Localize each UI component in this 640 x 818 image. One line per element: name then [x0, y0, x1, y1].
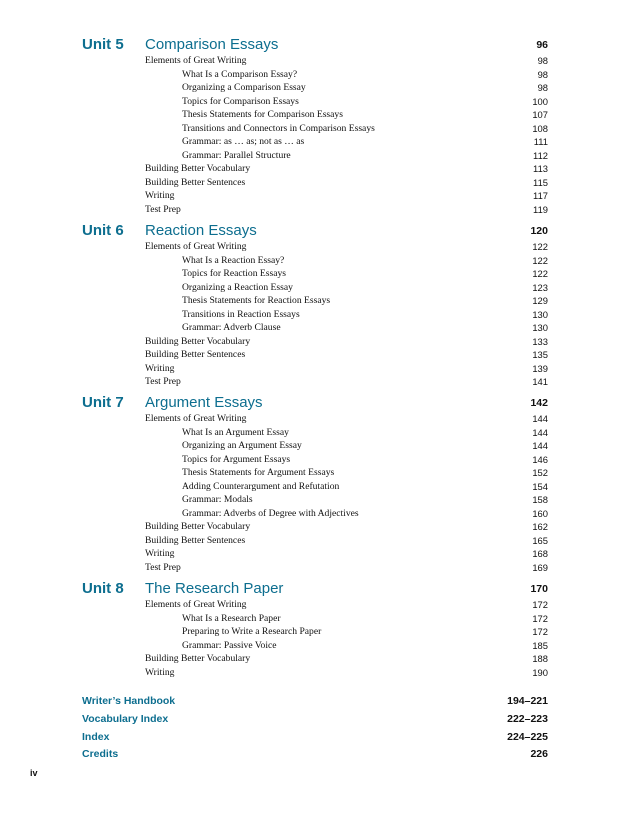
toc-entry-page: 107 — [532, 109, 548, 121]
toc-entry — [82, 321, 548, 335]
toc-entry — [82, 625, 548, 639]
toc-entry-page: 162 — [532, 521, 548, 533]
back-matter-page: 222–223 — [507, 712, 548, 725]
toc-entry-page: 122 — [532, 241, 548, 252]
toc-entry-label: Grammar: Parallel Structure — [182, 149, 291, 161]
toc-entry — [82, 534, 548, 548]
unit-number: Unit 5 — [82, 36, 124, 53]
toc-entry — [82, 162, 548, 176]
toc-entry-label: Elements of Great Writing — [145, 55, 247, 66]
toc-entry — [82, 68, 548, 82]
toc-entry — [82, 81, 548, 95]
toc-entry-label: Thesis Statements for Reaction Essays — [182, 295, 331, 307]
toc-entry — [82, 480, 548, 494]
unit-heading — [82, 222, 548, 240]
back-matter-label: Credits — [82, 748, 119, 761]
toc-entry-page: 115 — [533, 176, 548, 188]
entry-list — [82, 54, 548, 217]
toc-entry-page: 165 — [532, 534, 548, 546]
back-matter-page: 226 — [530, 748, 548, 761]
toc-entry-label: Test Prep — [145, 204, 181, 216]
toc-entry-label: Building Better Vocabulary — [145, 335, 251, 347]
toc-entry-page: 158 — [532, 494, 548, 506]
toc-entry-label: Elements of Great Writing — [145, 599, 247, 610]
toc-entry — [82, 520, 548, 534]
unit-heading — [82, 394, 548, 412]
entry-list — [82, 412, 548, 575]
toc-entry-label: Transitions and Connectors in Comparison Essays — [182, 122, 375, 134]
toc-entry-page: 117 — [533, 190, 548, 202]
toc-entry — [82, 281, 548, 295]
toc-entry — [82, 267, 548, 281]
toc-entry-label: Thesis Statements for Argument Essays — [182, 467, 335, 479]
toc-entry — [82, 149, 548, 163]
toc-entry — [82, 189, 548, 203]
toc-entry-label: Building Better Vocabulary — [145, 163, 251, 175]
toc-entry — [82, 507, 548, 521]
back-matter-item — [82, 693, 548, 711]
unit-number: Unit 7 — [82, 394, 124, 411]
toc-entry-label: What Is an Argument Essay — [182, 426, 289, 438]
toc-entry — [82, 561, 548, 575]
toc-entry-label: Building Better Sentences — [145, 534, 246, 546]
toc-entry-label: Building Better Sentences — [145, 176, 246, 188]
toc-entry-page: 172 — [532, 599, 548, 610]
toc-entry — [82, 439, 548, 453]
toc-entry-label: Preparing to Write a Research Paper — [182, 626, 322, 638]
toc-entry — [82, 108, 548, 122]
toc-entry-page: 108 — [532, 122, 548, 134]
unit-heading — [82, 580, 548, 598]
toc-entry — [82, 612, 548, 626]
toc-entry-label: Grammar: as … as; not as … as — [182, 136, 305, 148]
toc-entry-label: What Is a Comparison Essay? — [182, 68, 298, 80]
back-matter-page: 194–221 — [507, 695, 548, 707]
toc-entry-page: 172 — [532, 612, 548, 624]
toc-entry-page: 129 — [532, 295, 548, 307]
toc-entry — [82, 122, 548, 136]
unit-number: Unit 6 — [82, 222, 124, 239]
back-matter-page: 224–225 — [507, 730, 548, 743]
toc-entry-page: 144 — [532, 413, 548, 424]
unit-title: Reaction Essays — [145, 222, 257, 239]
toc-entry-page: 144 — [532, 440, 548, 452]
back-matter-list — [82, 693, 548, 764]
unit-section — [82, 580, 548, 679]
toc-entry-page: 98 — [537, 82, 548, 94]
toc-entry-label: Test Prep — [145, 562, 181, 574]
toc-entry-page: 146 — [532, 453, 548, 465]
toc-entry — [82, 348, 548, 362]
unit-page-number: 142 — [530, 397, 548, 409]
back-matter-item — [82, 711, 548, 729]
toc-entry-page: 119 — [533, 204, 548, 216]
toc-entry-label: Adding Counterargument and Refutation — [182, 480, 340, 492]
toc-entry — [82, 466, 548, 480]
back-matter-label: Vocabulary Index — [82, 712, 169, 725]
unit-number: Unit 8 — [82, 580, 124, 597]
toc-entry-page: 190 — [532, 666, 548, 678]
toc-entry — [82, 54, 548, 68]
toc-entry-label: Organizing a Comparison Essay — [182, 82, 306, 94]
toc-entry-label: Grammar: Adverb Clause — [182, 322, 281, 334]
toc-entry — [82, 598, 548, 612]
toc-entry-page: 133 — [532, 335, 548, 347]
toc-entry-page: 122 — [532, 254, 548, 266]
toc-entry-label: Writing — [145, 548, 175, 560]
unit-section — [82, 36, 548, 217]
toc-entry-label: Writing — [145, 666, 175, 678]
toc-entry — [82, 95, 548, 109]
toc-entry-page: 160 — [532, 507, 548, 519]
toc-entry-page: 152 — [532, 467, 548, 479]
toc-entry-page: 130 — [532, 308, 548, 320]
toc-entry-label: Building Better Vocabulary — [145, 653, 251, 665]
entry-list — [82, 598, 548, 679]
toc-entry — [82, 412, 548, 426]
toc-entry-page: 141 — [532, 376, 548, 388]
toc-entry — [82, 426, 548, 440]
back-matter-label: Writer’s Handbook — [82, 695, 176, 707]
toc-entry-label: Grammar: Adverbs of Degree with Adjectives — [182, 507, 359, 519]
toc-entry-page: 144 — [532, 426, 548, 438]
toc-entry-page: 188 — [532, 653, 548, 665]
unit-title: The Research Paper — [145, 580, 284, 597]
toc-entry-page: 112 — [533, 149, 548, 161]
toc-entry-label: Organizing an Argument Essay — [182, 440, 302, 452]
toc-entry — [82, 135, 548, 149]
toc-entry — [82, 335, 548, 349]
toc-entry-page: 185 — [532, 639, 548, 651]
toc-entry-label: Grammar: Modals — [182, 494, 253, 506]
toc-entry-label: Topics for Reaction Essays — [182, 268, 287, 280]
toc-entry-page: 130 — [532, 322, 548, 334]
toc-entry — [82, 375, 548, 389]
toc-entry — [82, 254, 548, 268]
toc-entry-label: Organizing a Reaction Essay — [182, 281, 293, 293]
entry-list — [82, 240, 548, 389]
toc-entry — [82, 362, 548, 376]
toc-entry-label: Building Better Sentences — [145, 349, 246, 361]
unit-section — [82, 394, 548, 575]
toc-entry-page: 111 — [533, 136, 548, 148]
toc-entry — [82, 652, 548, 666]
unit-page-number: 170 — [530, 583, 548, 595]
back-matter-label: Index — [82, 730, 110, 743]
toc-entry — [82, 547, 548, 561]
toc-entry-label: Writing — [145, 362, 175, 374]
toc-entry-label: Transitions in Reaction Essays — [182, 308, 300, 320]
toc-entry — [82, 308, 548, 322]
toc-entry — [82, 493, 548, 507]
toc-entry-label: Writing — [145, 190, 175, 202]
toc-entry-label: Elements of Great Writing — [145, 241, 247, 252]
page-folio: iv — [30, 768, 38, 778]
toc-entry-page: 123 — [532, 281, 548, 293]
back-matter-item — [82, 746, 548, 764]
toc-entry — [82, 639, 548, 653]
toc-entry-page: 98 — [537, 68, 548, 80]
toc-entry-page: 98 — [537, 55, 548, 66]
toc-entry — [82, 240, 548, 254]
toc-entry-page: 100 — [532, 95, 548, 107]
toc-entry-label: Test Prep — [145, 376, 181, 388]
toc-entry-page: 154 — [532, 480, 548, 492]
toc-entry-label: Thesis Statements for Comparison Essays — [182, 109, 343, 121]
toc-entry-label: Elements of Great Writing — [145, 413, 247, 424]
toc-entry-page: 168 — [532, 548, 548, 560]
back-matter-item — [82, 729, 548, 747]
toc-entry — [82, 294, 548, 308]
unit-heading — [82, 36, 548, 54]
toc-entry — [82, 453, 548, 467]
toc-entry-page: 172 — [532, 626, 548, 638]
toc-entry-label: What Is a Reaction Essay? — [182, 254, 285, 266]
toc-entry-label: Topics for Comparison Essays — [182, 95, 299, 107]
unit-title: Argument Essays — [145, 394, 263, 411]
toc-entry-label: What Is a Research Paper — [182, 612, 281, 624]
toc-entry-page: 135 — [532, 349, 548, 361]
toc-entry-page: 139 — [532, 362, 548, 374]
unit-page-number: 96 — [536, 39, 548, 51]
toc-entry — [82, 176, 548, 190]
toc-entry-label: Building Better Vocabulary — [145, 521, 251, 533]
unit-title: Comparison Essays — [145, 36, 279, 53]
toc-entry-label: Grammar: Passive Voice — [182, 639, 277, 651]
toc-entry-page: 169 — [532, 562, 548, 574]
unit-page-number: 120 — [530, 225, 548, 237]
toc-entry-page: 122 — [532, 268, 548, 280]
unit-section — [82, 222, 548, 389]
toc-entry — [82, 203, 548, 217]
toc-entry-page: 113 — [533, 163, 548, 175]
toc-entry-label: Topics for Argument Essays — [182, 453, 291, 465]
toc-entry — [82, 666, 548, 680]
